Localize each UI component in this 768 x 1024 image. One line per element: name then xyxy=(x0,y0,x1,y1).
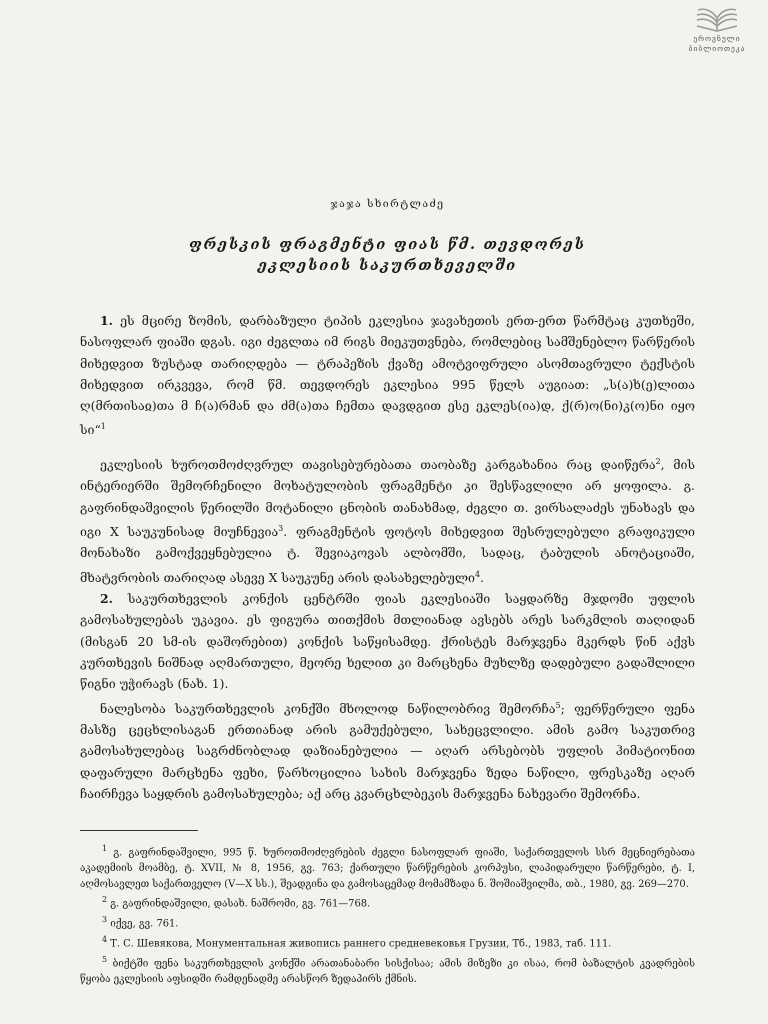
paragraph-text: საკურთხევლის კონქის ცენტრში ფიას ეკლესიაში საყდარზე მჯდომი უფლის გამოსახულებას უკავია. ეს ფიგურა თითქმის მთლიანად ავსებს არეს სარკმლის თაღიდან (მისგან 20 სმ-ის დაშორებით) კონქის საწყისამდე. ქრისტეს მარჯვენა მკერდს წინ აქვს კურთხევის ნიშნად აღმართული, მეორე ხელით კი მარცხენა მუხლზე დადებული გადაშლილი წიგნი უჭირავს (ნახ. 1). xyxy=(80,591,695,692)
paragraph-text: ეკლესიის ხუროთმოძღვრულ თავისებურებათა თაობაზე კარგახანია რაც დაიწერა xyxy=(100,457,656,473)
footnote-ref: 3 xyxy=(278,523,284,533)
footnote-text: ბიქტში ფენა საკურთხევლის კონქში არათანაბარი სისქისაა; ამის მიზეზი კი ისაა, რომ ბაზალტის კვადრების წყობა ეკლესიის აფსიდში რამდენადმე არასწორ ზედაპირს ქმნის. xyxy=(80,958,695,985)
paragraph-4 xyxy=(80,695,695,805)
title-line-2: ეკლესიის საკურთხეველში xyxy=(258,257,517,274)
paragraph-text-cont: , მის ინტერიერში შემორჩენილი მოხატულობის ფრაგმენტი კი შესწავლილი არ ყოფილა. გ. გაფრინდაშვილის წერილში მოტანილი ცნობის თანახმად, ძეგლი თ. ვირსალაძეს უნახავს და იგი X საუკუნისად მიუჩნევია xyxy=(80,457,696,540)
paragraph-text: ეს მცირე ზომის, დარბაზული ტიპის ეკლესია ჯავახეთის ერთ-ერთ წარმტაც კუთხეში, ნასოფლარ ფიაში დგას. იგი ძეგლთა იმ რიგს მიეკუთვნება, რომლებიც სამშენებლო წარწერის მიხედვით ზუსტად თარიღდება — ტრაპეზის ქვაზე ამოტვიფრული ასომთავრული ტექსტის მიხედვით ირკვევა, რომ წმ. თევდორეს ეკლესია 995 წელს აუგიათ: „ს(ა)ხ(ე)ლითა ღ(მრთისაჲ)თა მ ჩ(ა)რმან და ძმ(ა)თა ჩემთა დავდგით ესე ეკლეს(ია)დ, ქ(რ)ო(ნი)კ(ო)ნი იყო სი“ xyxy=(80,313,695,438)
paragraph-text: ნალესობა საკურთხევლის კონქში მხოლოდ ნაწილობრივ შემორჩა xyxy=(100,700,556,716)
logo-text-line1: ეროვნული xyxy=(693,34,741,43)
footnote-text: გ. გაფრინდაშვილი, დასახ. ნაშრომი, გვ. 761—768. xyxy=(110,898,371,910)
footnote-text: Т. С. Шевякова, Монументальная живопись раннего средневековья Грузии, Тб., 1983, таб. 111. xyxy=(110,938,612,950)
paragraph-text-cont: . ფრაგმენტის ფოტოს მიხედვით შესრულებული გრაფიკული მონახაზი გამოქვეყნებულია ტ. შევიაკოვას ალბომში, სადაც, ტაბულის ანოტაციაში, მხატვრობის თარიღად ასევე X საუკუნე არის დასახელებული xyxy=(80,524,695,585)
paragraph-number: 1. xyxy=(100,313,113,328)
footnote-number: 4 xyxy=(102,935,108,945)
author-name: ჯაჯა სხირტლაძე xyxy=(330,198,445,210)
footnote-ref: 1 xyxy=(100,422,106,432)
footnote-2 xyxy=(80,892,695,912)
footnote-text: გ. გაფრინდაშვილი, 995 წ. ხუროთმოძღვრების ძეგლი ნასოფლარ ფიაში, საქართველოს სსრ მეცნიერებათა აკადემიის მოამბე, ტ. XVII, № 8, 1956, გვ. 763; ქართული წარწერების კორპუსი, ლაპიდარული წარწერები, ტ. I, აღმოსავლეთ საქართველო (V—X სს.), შეადგინა და გამოსაცემად მომამზადა ნ. შოშიაშვილმა, თბ., 1980, გვ. 269—270. xyxy=(80,847,696,890)
library-logo xyxy=(676,4,758,54)
footnote-ref: 2 xyxy=(655,456,661,466)
footnote-4 xyxy=(80,932,695,952)
paragraph-number: 2. xyxy=(100,591,113,607)
footnote-1 xyxy=(80,841,695,892)
footnote-text: იქვე, გვ. 761. xyxy=(110,918,179,930)
footnote-number: 1 xyxy=(102,844,108,854)
title-line-1: ფრესკის ფრაგმენტი ფიას წმ. თევდორეს xyxy=(189,236,586,253)
footnote-number: 5 xyxy=(102,954,108,964)
open-book-icon xyxy=(694,4,740,34)
footnote-ref: 4 xyxy=(474,569,481,579)
paragraph-text-end: . xyxy=(480,569,485,585)
paragraph-3 xyxy=(80,588,695,694)
paragraph-1 xyxy=(80,310,695,441)
footnote-ref: 5 xyxy=(555,700,561,710)
footnote-3 xyxy=(80,912,695,932)
footnote-number: 3 xyxy=(102,915,108,925)
paragraph-2 xyxy=(80,451,695,588)
article xyxy=(80,198,695,987)
article-title xyxy=(80,234,695,276)
footnote-divider xyxy=(80,830,198,831)
paragraph-text-cont: ; ფერწერული ფენა მასზე ცეცხლისაგან ერთიანად არის გამუქებული, სახეცვლილი. ამის გამო საკუთრივ გამოსახულებაც საგრძნობლად დაზიანებულია — აღარ არსებობს უფლის ჰიმატიონით დაფარული მარცხენა ფეხი, წარხოცილია სახის მარჯვენა ზედა ნაწილი, ფრესკაზე აღარ ჩაირჩევა საყდრის გამოსახულება; აქ არც კვარცხლბეკის მარჯვენა ნახევარი შემორჩა. xyxy=(80,700,695,801)
footnote-number: 2 xyxy=(102,895,108,905)
footnote-5 xyxy=(80,952,695,987)
logo-text-line2: ბიბლიოთეკა xyxy=(688,44,746,53)
